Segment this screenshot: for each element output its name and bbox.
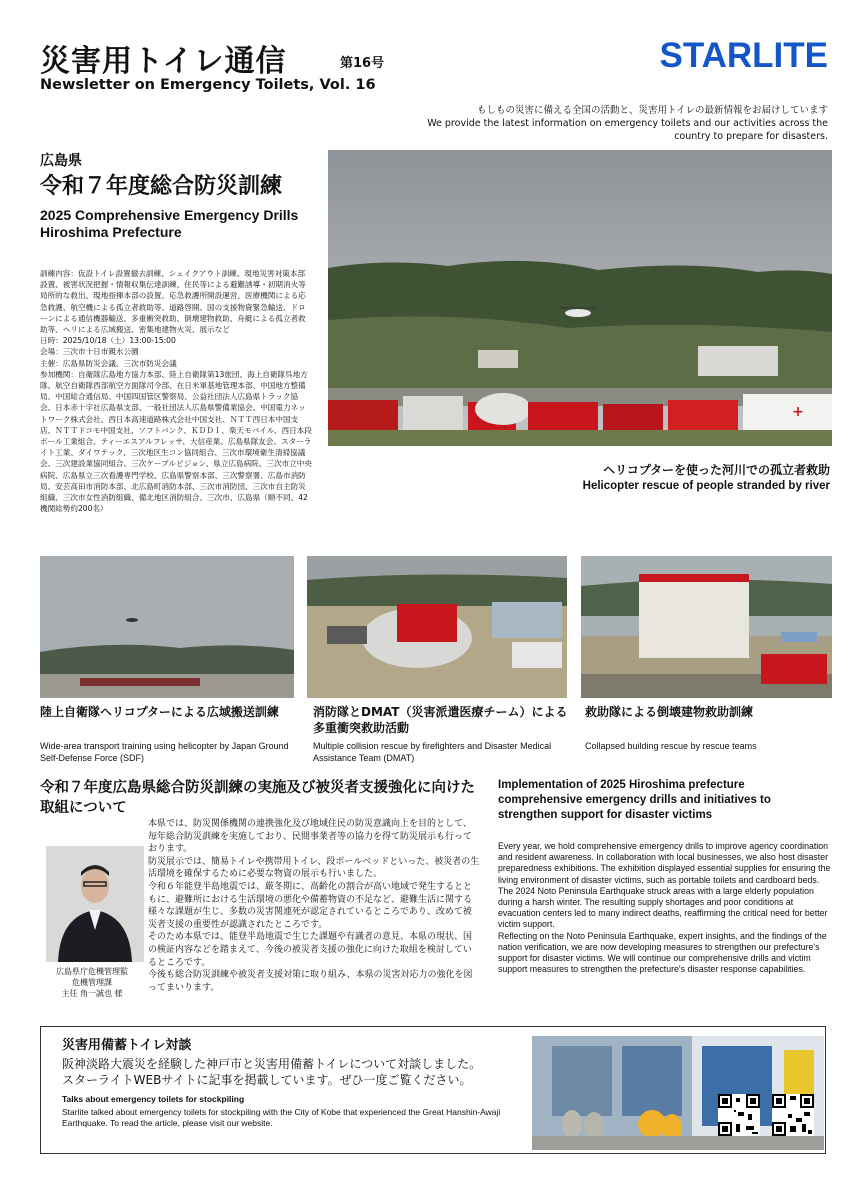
- detail-participants: 参加機関：自衛隊広島地方協力本部、陸上自衛隊第13旅団、海上自衛隊呉地方隊、航空自衛隊西部航空方面隊司令部、在日米軍基地管理本部、中国地方整備局、中国総合通信局、中国四国管区警察局、公益社団法人広島県トラック協会、日本赤十字社広島県支部、一般社団法人広島県警備業協会、中国電力ネットワーク株式会社、西日本高速道路株式会社中国支社、ＮＴＴ西日本中国支店、ＮＴＴドコモ中国支社、ソフトバンク、ＫＤＤＩ、楽天モバイル、西日本段ボール工業組合、ティーエスアルフレッサ、大信産業、広島県隊友会、スターライト工業、ダイワテック、三次地区生コン協同組合、三次市環境衛生清掃協議会、三次建設業協同組合、三次ケーブルビジョン、県立広島病院、三次市立中央病院、広島県立三次看護専門学校、広島県警察本部、三次警察署、広島市消防局、安芸高田市消防本部、北広島町消防本部、三次市消防団、三次市自主防災組織、三次市女性消防組織、備北地区消防組合、三次市、広島県（順不同、42機関総勢約200名）: [40, 369, 312, 514]
- starlite-logo: STARLITE: [659, 36, 828, 75]
- photo-caption-jp-2: 消防隊とDMAT（災害派遣医療チーム）による多重衝突救助活動: [313, 705, 568, 735]
- issue-number: 第16号: [340, 56, 385, 71]
- newsletter-title-en: Newsletter on Emergency Toilets, Vol. 16: [40, 77, 376, 93]
- article-paragraph-jp: 令和６年能登半島地震では、厳冬期に、高齢化の割合が高い地域で発生するとともに、避難所における生活環境の悪化や備蓄物資の不足など、避難生活に関する様々な課題が生じ、多数の災害関連死が認定されているところであり、改めて被災者支援の重要性が認識されたところです。: [148, 881, 473, 930]
- person-caption-line: 広島県庁危機管理監: [56, 967, 128, 976]
- detail-date: 日時：2025/10/18（土）13:00-15:00: [40, 336, 176, 346]
- article-paragraph-jp: そのため本県では、能登半島地震で生じた課題や有識者の意見、本県の現状、国の検証内容などを踏まえて、今後の被災者支援の強化に向けた取組を検討しているところです。: [148, 932, 473, 968]
- talk-title: 災害用備蓄トイレ対談: [62, 1038, 192, 1053]
- article-body-en: [498, 841, 834, 975]
- photo-multiple-collision-rescue: [307, 556, 567, 698]
- detail-content: 訓練内容：仮設トイレ設置撤去訓練、シェイクアウト訓練、現地災害対策本部設置、被害状況把握・情報収集伝達訓練、住民等による避難誘導・初期消火等局所的な救出、現地指揮本部の設置、応急救護所開設運営、医療機関による応急救護、航空機による孤立者救助等、道路啓開、国の支援物資緊急輸送、ドローンによる通信機器輸送、多重衝突救助、倒壊建物救助、舟艇による孤立者救助等、ヘリによる広域搬送、密集地建物火災、展示など: [40, 269, 306, 335]
- person-caption: [40, 966, 144, 999]
- tagline: [408, 104, 828, 143]
- photo-caption-en-1: Wide-area transport training using helicopter by Japan Ground Self-Defense Force (SDF): [40, 741, 289, 763]
- drill-title-jp: 令和７年度総合防災訓練: [40, 174, 283, 199]
- photo-collapsed-building-rescue: [581, 556, 832, 698]
- person-caption-line: 主任 角一誠也 様: [61, 989, 123, 998]
- article-paragraph-en: Reflecting on the Noto Peninsula Earthquake, expert insights, and the findings of the nation verification, we are now developing measures to strengthen our prefecture's support for disaster victims. We will continue our comprehensive drills and victim support measures to strengthen the prefecture's disaster response capabilities.: [498, 930, 827, 975]
- article-paragraph-jp: 防災展示では、簡易トイレや携帯用トイレ、段ボールベッドといった、被災者の生活環境を確保するために必要な物資の展示も行いました。: [148, 856, 480, 880]
- photo-caption-jp-3: 救助隊による倒壊建物救助訓練: [585, 705, 754, 719]
- talk-line: スターライトWEBサイトに記事を掲載しています。ぜひ一度ご覧ください。: [62, 1073, 472, 1087]
- main-photo-helicopter-rescue: [328, 150, 832, 446]
- drill-title-en: 2025 Comprehensive Emergency Drills Hiroshima Prefecture: [40, 207, 299, 240]
- photo-sdf-helicopter: [40, 556, 294, 698]
- prefecture-label: 広島県: [40, 153, 82, 169]
- newsletter-title-jp: 災害用トイレ通信: [40, 44, 287, 79]
- article-paragraph-jp: 今後も総合防災訓練や被災者支援対策に取り組み、本県の災害対応力の強化を図ってまいります。: [148, 970, 473, 993]
- photo-caption-en-2: Multiple collision rescue by firefighters and Disaster Medical Assistance Team (DMAT): [313, 741, 552, 763]
- drill-details: [40, 268, 312, 514]
- photo-caption-en-3: Collapsed building rescue by rescue teams: [585, 741, 757, 751]
- article-paragraph-en: The 2024 Noto Peninsula Earthquake struck areas with a large elderly population during a harsh winter. The resulting supply shortages and poor conditions at evacuation centers led to many indirect deaths, reaffirming the critical need for better victim support.: [498, 885, 828, 930]
- talk-line: 阪神淡路大震災を経験した神戸市と災害用備蓄トイレについて対談しました。: [62, 1057, 482, 1071]
- article-paragraph-jp: 本県では、防災関係機関の連携強化及び地域住民の防災意識向上を目的として、毎年総合防災訓練を実施しており、民間事業者等の協力を得て防災展示も行っております。: [148, 819, 473, 855]
- article-title-jp: 令和７年度広島県総合防災訓練の実施及び被災者支援強化に向けた取組について: [40, 780, 475, 816]
- main-photo-caption-en: Helicopter rescue of people stranded by river: [582, 480, 830, 492]
- talk-body-jp: [62, 1056, 532, 1088]
- talk-title-en: Talks about emergency toilets for stockpiling: [62, 1094, 245, 1104]
- person-photo: [46, 846, 144, 962]
- article-paragraph-en: Every year, we hold comprehensive emergency drills to improve agency coordination and resident awareness. In collaboration with local businesses, we also host disaster preparedness exhibitions. The exhibition displayed essential supplies for ensuring the living environment of disaster victims, such as portable toilets and cardboard beds.: [498, 841, 831, 885]
- tagline-en: We provide the latest information on emergency toilets and our activities across the country to prepare for disasters.: [427, 118, 828, 142]
- qr-code-icon[interactable]: [718, 1094, 760, 1136]
- photo-caption-jp-1: 陸上自衛隊ヘリコプターによる広域搬送訓練: [40, 705, 279, 719]
- svg-text:+: +: [792, 404, 804, 420]
- main-photo-caption-jp: ヘリコプターを使った河川での孤立者救助: [603, 463, 830, 477]
- detail-venue: 会場：三次市十日市親水公園: [40, 347, 139, 357]
- tagline-jp: もしもの災害に備える全国の活動と、災害用トイレの最新情報をお届けしています: [476, 105, 828, 116]
- person-caption-line: 危機管理課: [72, 978, 112, 987]
- talk-body-en: Starlite talked about emergency toilets for stockpiling with the City of Kobe that experienced the Great Hanshin-Awaji Earthquake. To read the article, please visit our website.: [62, 1107, 501, 1128]
- qr-code-icon[interactable]: [772, 1094, 814, 1136]
- article-title-en: Implementation of 2025 Hiroshima prefecture comprehensive emergency drills and initiatives to strengthen support for disaster victims: [498, 779, 771, 821]
- detail-host: 主催：広島県防災会議、三次市防災会議: [40, 358, 177, 368]
- article-body-jp: [148, 818, 480, 994]
